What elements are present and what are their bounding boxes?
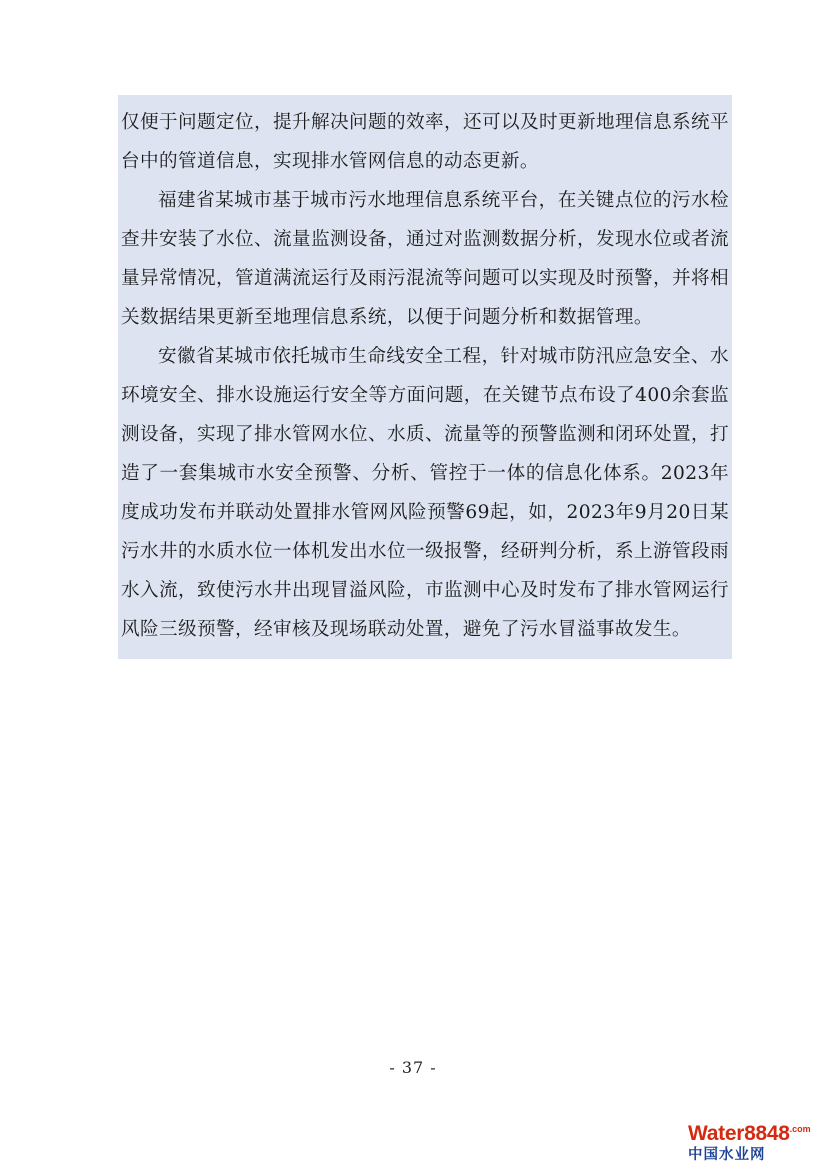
watermark-brand-suffix: .com	[789, 1124, 811, 1134]
paragraph-3: 安徽省某城市依托城市生命线安全工程，针对城市防汛应急安全、水环境安全、排水设施运行安全等方面问题，在关键节点布设了400余套监测设备，实现了排水管网水位、水质、流量等的预警监测和闭环处置，打造了一套集城市水安全预警、分析、管控于一体的信息化体系。2023年度成功发布并联动处置排水管网风险预警69起，如，2023年9月20日某污水井的水质水位一体机发出水位一级报警，经研判分析，系上游管段雨水入流，致使污水井出现冒溢风险，市监测中心及时发布了排水管网运行风险三级预警，经审核及现场联动处置，避免了污水冒溢事故发生。	[121, 346, 729, 640]
paragraph-1: 仅便于问题定位，提升解决问题的效率，还可以及时更新地理信息系统平台中的管道信息，实现排水管网信息的动态更新。	[121, 112, 729, 172]
watermark-brand-text: Water8848	[688, 1122, 790, 1145]
watermark-brand-cn: 中国水业网	[688, 1147, 766, 1163]
highlighted-text-block	[118, 95, 732, 659]
watermark	[688, 1118, 812, 1162]
watermark-brand	[688, 1118, 812, 1145]
page-number: - 37 -	[389, 1058, 437, 1077]
paragraph-2: 福建省某城市基于城市污水地理信息系统平台，在关键点位的污水检查井安装了水位、流量监测设备，通过对监测数据分析，发现水位或者流量异常情况，管道满流运行及雨污混流等问题可以实现及时预警，并将相关数据结果更新至地理信息系统，以便于问题分析和数据管理。	[121, 190, 729, 328]
